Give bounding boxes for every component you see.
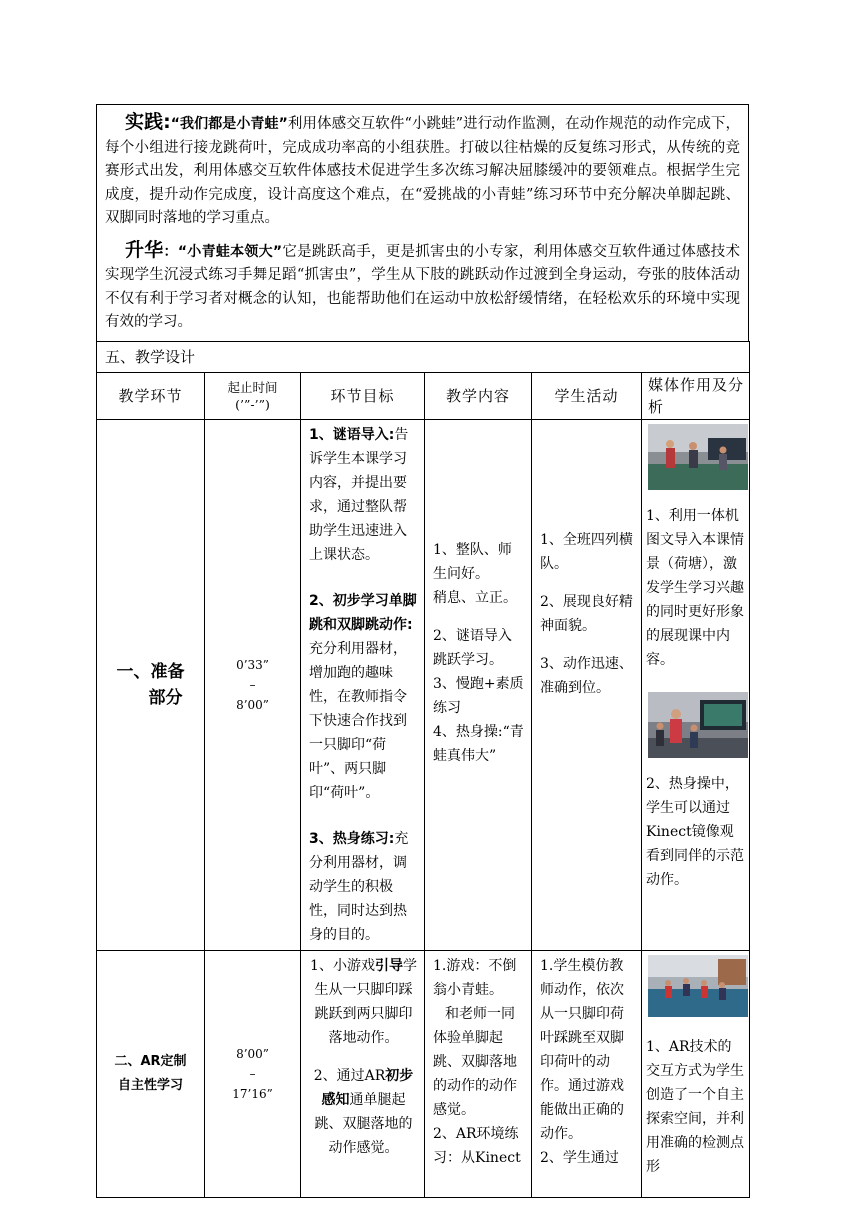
time-cell	[205, 950, 301, 1197]
document-page	[96, 104, 749, 1198]
content-item: 1.游戏：不倒翁小青蛙。	[433, 957, 517, 998]
stage-label-2: 部分	[148, 687, 183, 708]
section-title: 五、教学设计	[97, 341, 750, 372]
content-item: 2、谜语导入跳跃学习。	[433, 627, 512, 668]
header-content: 教学内容	[425, 372, 532, 419]
goal-cell	[301, 950, 425, 1197]
goal-text: 充分利用器材，调动学生的积极性，同时达到热身的目的。	[309, 830, 409, 943]
classroom-photo-2	[648, 692, 748, 758]
media-cell	[642, 419, 750, 950]
header-media: 媒体作用及分析	[642, 372, 750, 419]
activity-item: 3、动作迅速、准确到位。	[540, 655, 633, 696]
media-note: 2、热身操中，学生可以通过Kinect镜像观看到同伴的示范动作。	[646, 775, 744, 888]
sublimation-keyword: 升华	[125, 238, 164, 261]
content-item: 稍息、立正。	[433, 589, 517, 606]
goal-heading: 3、热身练习:	[309, 830, 395, 847]
goal-item	[309, 1064, 418, 1160]
practice-paragraph	[105, 111, 740, 231]
goal-item	[309, 589, 418, 805]
stage-cell	[97, 950, 205, 1197]
header-time-line2: (’”-’”)	[235, 396, 270, 412]
activity-item: 1、全班四列横队。	[540, 531, 633, 572]
practice-keyword: 实践	[125, 111, 164, 133]
practice-title: “我们都是小青蛙”	[170, 116, 288, 132]
goal-heading: 引导	[374, 957, 403, 974]
stage-label: 一、准备	[116, 661, 185, 682]
media-note: 1、AR技术的交互方式为学生创造了一个自主探索空间，并利用准确的检测点形	[646, 1038, 744, 1175]
content-item: 3、慢跑+素质练习	[433, 675, 524, 716]
activity-item: 2、展现良好精神面貌。	[540, 593, 633, 634]
intro-block	[96, 104, 749, 341]
goal-text: 学生从一只脚印踩跳跃到两只脚印落地动作。	[314, 957, 417, 1046]
classroom-photo-1	[648, 424, 748, 490]
header-stage: 教学环节	[97, 372, 205, 419]
practice-colon: :	[163, 111, 171, 133]
sublimation-paragraph	[105, 239, 740, 335]
goal-prefix: 1、小游戏	[310, 957, 375, 974]
activity-cell	[532, 950, 642, 1197]
time-cell	[205, 419, 301, 950]
goal-heading: 初步感知	[321, 1067, 414, 1108]
goal-prefix: 2、通过AR	[313, 1067, 386, 1084]
header-time	[205, 372, 301, 419]
activity-cell	[532, 419, 642, 950]
goal-item	[309, 827, 418, 947]
practice-text: 利用体感交互软件“小跳蛙”进行动作监测，在动作规范的动作完成下，每个小组进行接龙跳荷叶，完成成功率高的小组获胜。打破以往枯燥的反复练习形式，从传统的竞赛形式出发，利用体感交互软件体感技术促进学生多次练习解决屈膝缓冲的要领难点。根据学生完成度，提升动作完成度，设计高度这个难点，在“爱挑战的小青蛙”练习环节中充分解决单脚起跳、双脚同时落地的学习重点。	[105, 116, 740, 226]
time-start: 0’33”	[236, 657, 269, 672]
activity-item: 2、学生通过	[540, 1149, 619, 1166]
goal-item	[309, 423, 418, 567]
table-row	[97, 419, 750, 950]
time-end: 8’00”	[236, 697, 269, 712]
sublimation-text: 它是跳跃高手，更是抓害虫的小专家，利用体感交互软件通过体感技术实现学生沉浸式练习手舞足蹈“抓害虫”，学生从下肢的跳跃动作过渡到全身运动，夸张的肢体活动不仅有利于学习者对概念的认知，也能帮助他们在运动中放松舒缓情绪，在轻松欢乐的环境中实现有效的学习。	[105, 243, 740, 330]
goal-cell	[301, 419, 425, 950]
stage-label-2: 自主性学习	[117, 1077, 183, 1093]
classroom-photo-3	[648, 955, 748, 1021]
sublimation-colon: ：	[163, 243, 178, 260]
goal-text: 充分利用器材，增加跑的趣味性，在教师指令下快速合作找到一只脚印“荷叶”、两只脚印“荷叶”。	[309, 640, 407, 801]
header-goal: 环节目标	[301, 372, 425, 419]
sublimation-title: “小青蛙本领大”	[177, 243, 283, 260]
time-dash: –	[249, 1066, 256, 1081]
content-cell	[425, 419, 532, 950]
goal-heading: 2、初步学习单脚跳和双脚跳动作:	[309, 592, 417, 633]
media-note: 1、利用一体机图文导入本课情景（荷塘），激发学生学习兴趣的同时更好形象的展现课中内容。	[646, 507, 744, 668]
teaching-design-table	[96, 341, 750, 1198]
content-item: 4、热身操:“青蛙真伟大”	[433, 723, 524, 764]
header-activity: 学生活动	[532, 372, 642, 419]
goal-heading: 1、谜语导入:	[309, 426, 395, 443]
stage-label: 二、AR定制	[114, 1053, 187, 1069]
goal-text: 通单腿起跳、双腿落地的动作感觉。	[314, 1091, 413, 1156]
table-row	[97, 950, 750, 1197]
content-cell	[425, 950, 532, 1197]
header-time-line1: 起止时间	[227, 379, 278, 395]
content-item: 1、整队、师生问好。	[433, 541, 512, 582]
time-dash: –	[249, 677, 256, 692]
content-item: 和老师一同体验单脚起跳、双脚落地的动作的动作感觉。	[433, 1005, 517, 1118]
time-end: 17’16”	[232, 1086, 273, 1101]
time-start: 8’00”	[236, 1046, 269, 1061]
activity-item: 1.学生模仿教师动作，依次从一只脚印荷叶踩跳至双脚印荷叶的动作。通过游戏能做出正确的动作。	[540, 957, 624, 1142]
goal-item	[309, 954, 418, 1050]
content-item: 2、AR环境练习：从Kinect	[433, 1125, 521, 1166]
goal-text: 告诉学生本课学习内容，并提出要求，通过整队帮助学生迅速进入上课状态。	[309, 426, 409, 563]
stage-cell	[97, 419, 205, 950]
media-cell	[642, 950, 750, 1197]
